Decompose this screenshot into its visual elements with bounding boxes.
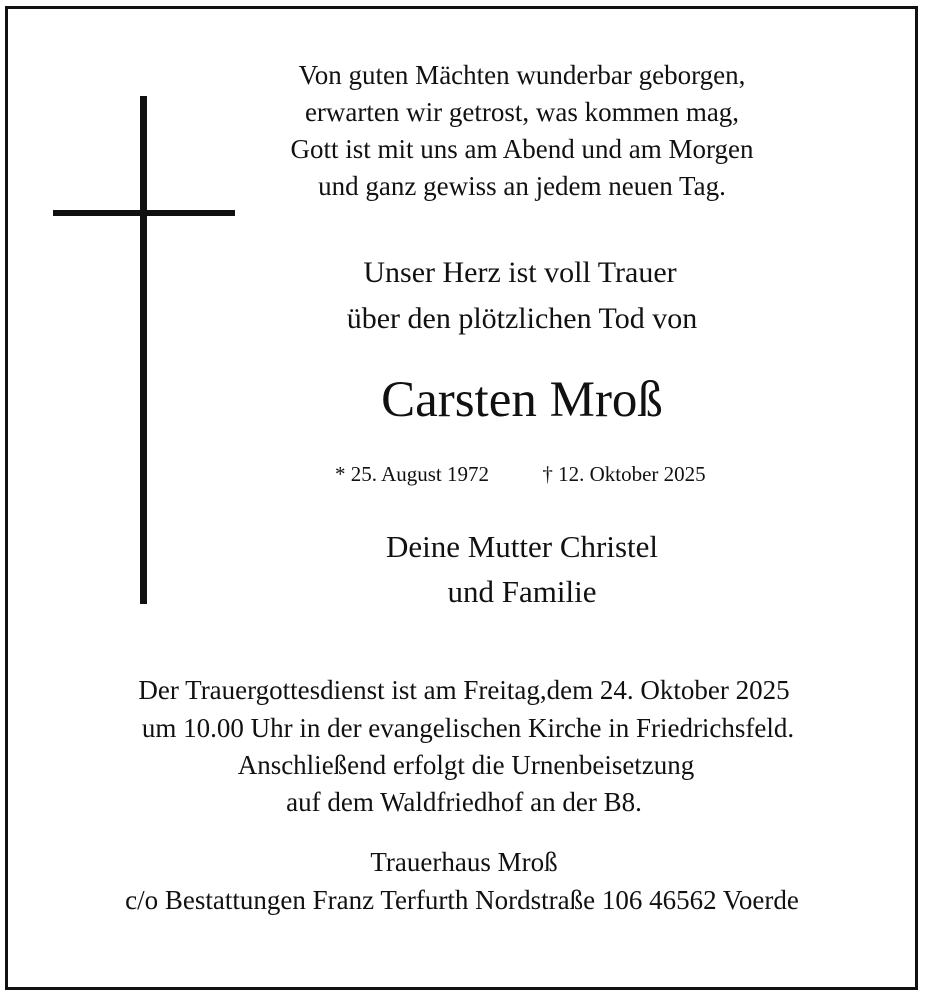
deceased-name: Carsten Mroß: [381, 372, 663, 428]
verse-line-2: erwarten wir getrost, was kommen mag,: [304, 97, 740, 127]
intro-line-2: über den plötzlichen Tod von: [346, 302, 698, 335]
address-line-1: Trauerhaus Mroß: [370, 847, 558, 877]
verse-line-1: Von guten Mächten wunderbar geborgen,: [298, 60, 746, 90]
service-line-1: Der Trauergottesdienst ist am Freitag,dem 24. Oktober 2025: [138, 675, 790, 705]
birth-date: * 25. August 1972: [334, 462, 490, 486]
service-line-2: um 10.00 Uhr in der evangelischen Kirche in Friedrichsfeld.: [141, 713, 795, 743]
verse-line-4: und ganz gewiss an jedem neuen Tag.: [318, 171, 726, 201]
intro-line-1: Unser Herz ist voll Trauer: [363, 256, 677, 289]
cross-icon-horizontal-bar: [53, 210, 235, 216]
family-line-1: Deine Mutter Christel: [385, 529, 659, 564]
family-line-2: und Familie: [447, 574, 597, 609]
verse-line-3: Gott ist mit uns am Abend und am Morgen: [290, 134, 754, 164]
service-line-3: Anschließend erfolgt die Urnenbeisetzung: [237, 750, 695, 780]
service-line-4: auf dem Waldfriedhof an der B8.: [286, 787, 642, 817]
death-date: † 12. Oktober 2025: [542, 462, 706, 486]
cross-icon-vertical-bar: [140, 96, 147, 604]
address-line-2: c/o Bestattungen Franz Terfurth Nordstraße 106 46562 Voerde: [125, 885, 799, 915]
